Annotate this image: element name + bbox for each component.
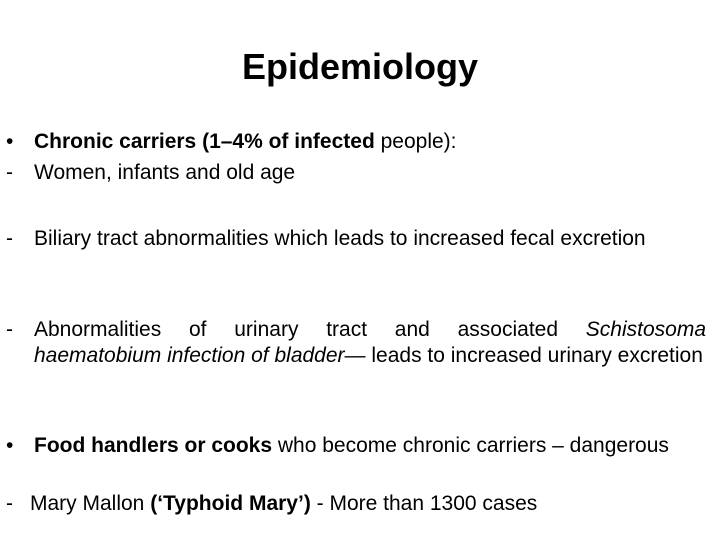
food-handlers-rest: who become chronic carriers – dangerous [272,434,669,457]
bullet-food-handlers [34,433,706,459]
bullet-marker: • [6,434,14,457]
dash-marker: - [6,492,13,515]
bullet-text [34,129,457,155]
dash-marker: - [6,318,13,341]
bullet-marker: • [6,130,14,153]
subitem-biliary: Biliary tract abnormalities which leads to increased fecal excretion [34,227,646,250]
mary-text-before: Mary Mallon [30,492,151,515]
subitem-text: Women, infants and old age [34,161,296,184]
slide-title: Epidemiology [241,46,479,87]
dash-marker: - [6,161,13,184]
subitem-urinary [34,317,706,369]
mary-bold: (‘Typhoid Mary’) [150,492,311,515]
subitem-text [30,491,537,517]
urinary-text-after: — leads to increased urinary excretion [344,344,703,367]
urinary-text-before: Abnormalities of urinary tract and associated [34,318,586,341]
urinary-italic: Schistosoma haematobium infection of bladder [34,318,706,367]
chronic-carriers-rest: people): [374,130,457,153]
food-handlers-bold: Food handlers or cooks [34,434,273,457]
dash-marker: - [6,227,13,250]
chronic-carriers-bold: Chronic carriers (1–4% of infected [34,130,375,153]
mary-text-after: - More than 1300 cases [310,492,538,515]
